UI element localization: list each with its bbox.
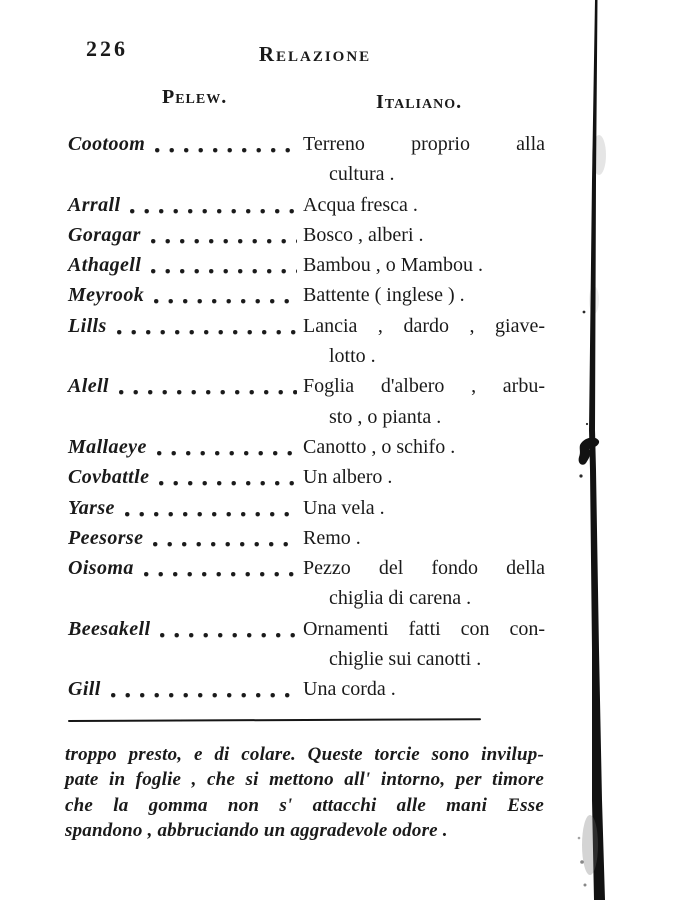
pelew-term: Covbattle	[68, 466, 150, 489]
pelew-term: Meyrook	[68, 284, 145, 307]
text-line: Un albero .	[303, 466, 393, 489]
text-line: cultura .	[329, 163, 395, 186]
italian-definition	[303, 220, 545, 250]
italian-definition	[303, 614, 545, 675]
dot-leader	[115, 311, 297, 372]
vocab-row	[68, 311, 545, 372]
scan-speck	[579, 474, 582, 477]
text-line: Pezzo del fondo della	[303, 557, 545, 580]
vocab-row	[68, 462, 545, 492]
italian-definition	[303, 371, 545, 432]
text-line: Lancia , dardo , giave-	[303, 314, 545, 337]
text-line: sto , o pianta .	[329, 405, 442, 428]
text-line: troppo presto, e di colare. Queste torcie sono invilup-	[65, 744, 544, 765]
pelew-term: Lills	[68, 314, 107, 337]
running-title: Relazione	[258, 42, 372, 66]
text-line: pate in foglie , che si mettono all' intorno, per timore	[65, 769, 544, 791]
italian-definition	[303, 523, 545, 553]
scan-speck	[583, 311, 586, 314]
scan-speck	[584, 884, 587, 887]
scan-speck	[586, 423, 588, 425]
vocab-row	[68, 553, 545, 614]
dot-leader	[142, 553, 297, 614]
dot-leader	[123, 493, 297, 523]
pelew-term: Beesakell	[68, 617, 151, 640]
text-line: Bambou , o Mambou .	[303, 254, 483, 277]
dot-leader	[153, 129, 297, 190]
pelew-term: Alell	[68, 375, 109, 398]
dot-leader	[149, 220, 297, 250]
text-line: Remo .	[303, 526, 361, 549]
dot-leader	[149, 250, 297, 280]
text-line: Canotto , o schifo .	[303, 435, 456, 458]
text-line: Battente ( inglese ) .	[303, 284, 465, 307]
italian-definition	[303, 250, 545, 280]
dot-leader	[117, 371, 297, 432]
dot-leader	[155, 432, 297, 462]
column-header-italiano: Italiano.	[376, 91, 463, 113]
vocab-row	[68, 674, 545, 704]
scan-smudge	[582, 815, 598, 875]
vocab-row	[68, 493, 545, 523]
vocabulary-list	[68, 129, 545, 705]
text-line: Una vela .	[303, 496, 385, 519]
pelew-term: Gill	[68, 678, 101, 701]
scan-speck	[580, 860, 584, 864]
pelew-term: Yarse	[68, 496, 115, 519]
italian-definition	[303, 129, 545, 190]
dot-leader	[152, 280, 297, 310]
italian-definition	[303, 432, 545, 462]
italian-definition	[303, 553, 545, 614]
italian-definition	[303, 190, 545, 220]
text-line: Terreno proprio alla	[303, 133, 545, 155]
vocab-row	[68, 220, 545, 250]
footnote-rule	[68, 718, 481, 722]
text-line: Foglia d'albero , arbu-	[303, 375, 545, 398]
scan-speck	[578, 837, 581, 840]
pelew-term: Goragar	[68, 223, 141, 246]
scan-smudge	[589, 286, 599, 314]
italian-definition	[303, 493, 545, 523]
scan-blot	[579, 438, 600, 465]
vocab-row	[68, 190, 545, 220]
dot-leader	[151, 523, 297, 553]
pelew-term: Athagell	[68, 254, 142, 277]
footnote	[65, 742, 544, 844]
pelew-term: Peesorse	[68, 526, 144, 549]
vocab-row	[68, 129, 545, 190]
pelew-term: Oisoma	[68, 557, 134, 580]
dot-leader	[109, 674, 297, 704]
text-line: Una corda .	[303, 678, 396, 701]
page-number: 226	[86, 36, 128, 61]
column-header-pelew: Pelew.	[162, 86, 228, 108]
vocab-row	[68, 250, 545, 280]
italian-definition	[303, 311, 545, 372]
text-line: chiglie sui canotti .	[329, 648, 482, 671]
pelew-term: Cootoom	[68, 133, 146, 155]
italian-definition	[303, 462, 545, 492]
vocab-row	[68, 371, 545, 432]
vocab-row	[68, 523, 545, 553]
pelew-term: Arrall	[68, 193, 121, 216]
text-line: che la gomma non s' attacchi alle mani Esse	[65, 794, 544, 816]
text-line: Bosco , alberi .	[303, 223, 424, 246]
vocab-row	[68, 432, 545, 462]
italian-definition	[303, 674, 545, 704]
dot-leader	[158, 614, 297, 675]
scan-binding-line	[589, 0, 605, 900]
text-line: spandono , abbruciando un aggradevole odore .	[65, 820, 448, 842]
vocab-row	[68, 614, 545, 675]
dot-leader	[128, 190, 297, 220]
scan-smudge	[592, 135, 606, 175]
vocab-row	[68, 280, 545, 310]
text-line: Acqua fresca .	[303, 193, 418, 216]
dot-leader	[157, 462, 297, 492]
text-line: lotto .	[329, 345, 376, 368]
text-line: Ornamenti fatti con con-	[303, 617, 545, 640]
pelew-term: Mallaeye	[68, 435, 147, 458]
italian-definition	[303, 280, 545, 310]
text-line: chiglia di carena .	[329, 587, 472, 610]
